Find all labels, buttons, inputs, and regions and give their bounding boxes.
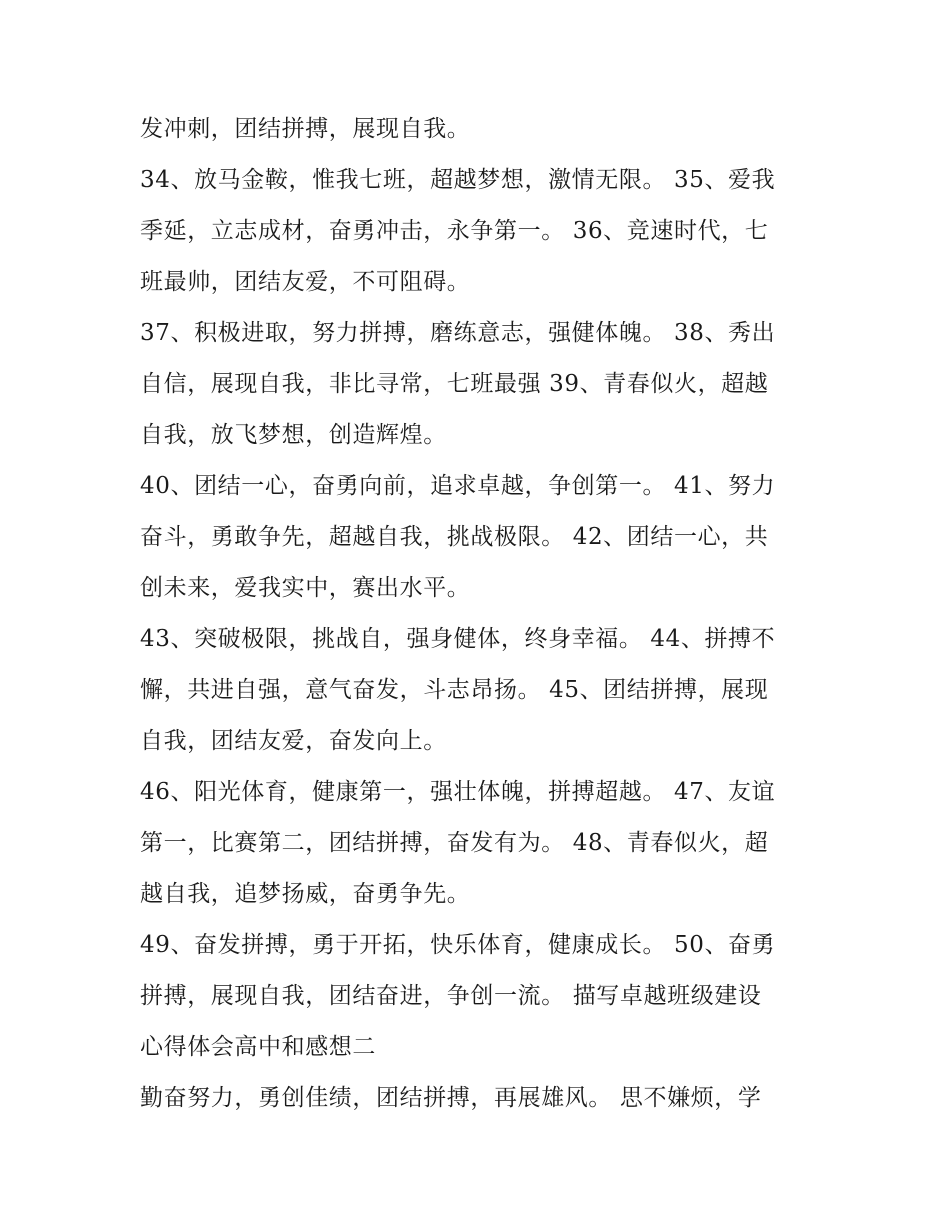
text-line: 自我，放飞梦想，创造辉煌。 (140, 422, 447, 448)
text-line: 自信，展现自我，非比寻常，七班最强 39、青春似火，超越 (140, 371, 769, 397)
text-line: 40、团结一心，奋勇向前，追求卓越，争创第一。 41、努力 (140, 473, 776, 499)
text-line: 49、奋发拼搏，勇于开拓，快乐体育，健康成长。 50、奋勇 (140, 932, 776, 958)
text-line: 37、积极进取，努力拼搏，磨练意志，强健体魄。 38、秀出 (140, 320, 776, 346)
text-line: 心得体会高中和感想二 (140, 1034, 376, 1060)
body-text (140, 104, 800, 1124)
text-line: 创未来，爱我实中，赛出水平。 (140, 575, 471, 601)
text-line: 第一，比赛第二，团结拼搏，奋发有为。 48、青春似火，超 (140, 830, 769, 856)
text-line: 越自我，追梦扬威，奋勇争先。 (140, 881, 471, 907)
text-line: 懈，共进自强，意气奋发，斗志昂扬。 45、团结拼搏，展现 (140, 677, 769, 703)
text-line: 46、阳光体育，健康第一，强壮体魄，拼搏超越。 47、友谊 (140, 779, 776, 805)
text-line: 奋斗，勇敢争先，超越自我，挑战极限。 42、团结一心，共 (140, 524, 769, 550)
text-line: 拼搏，展现自我，团结奋进，争创一流。 描写卓越班级建设 (140, 983, 762, 1009)
text-line: 班最帅，团结友爱，不可阻碍。 (140, 269, 471, 295)
text-line: 43、突破极限，挑战自，强身健体，终身幸福。 44、拼搏不 (140, 626, 776, 652)
text-line: 勤奋努力，勇创佳绩，团结拼搏，再展雄风。 思不嫌烦，学 (140, 1085, 762, 1111)
text-line: 34、放马金鞍，惟我七班，超越梦想，激情无限。 35、爱我 (140, 167, 776, 193)
text-line: 季延，立志成材，奋勇冲击，永争第一。 36、竞速时代，七 (140, 218, 769, 244)
text-line: 发冲刺，团结拼搏，展现自我。 (140, 116, 471, 142)
text-line: 自我，团结友爱，奋发向上。 (140, 728, 447, 754)
